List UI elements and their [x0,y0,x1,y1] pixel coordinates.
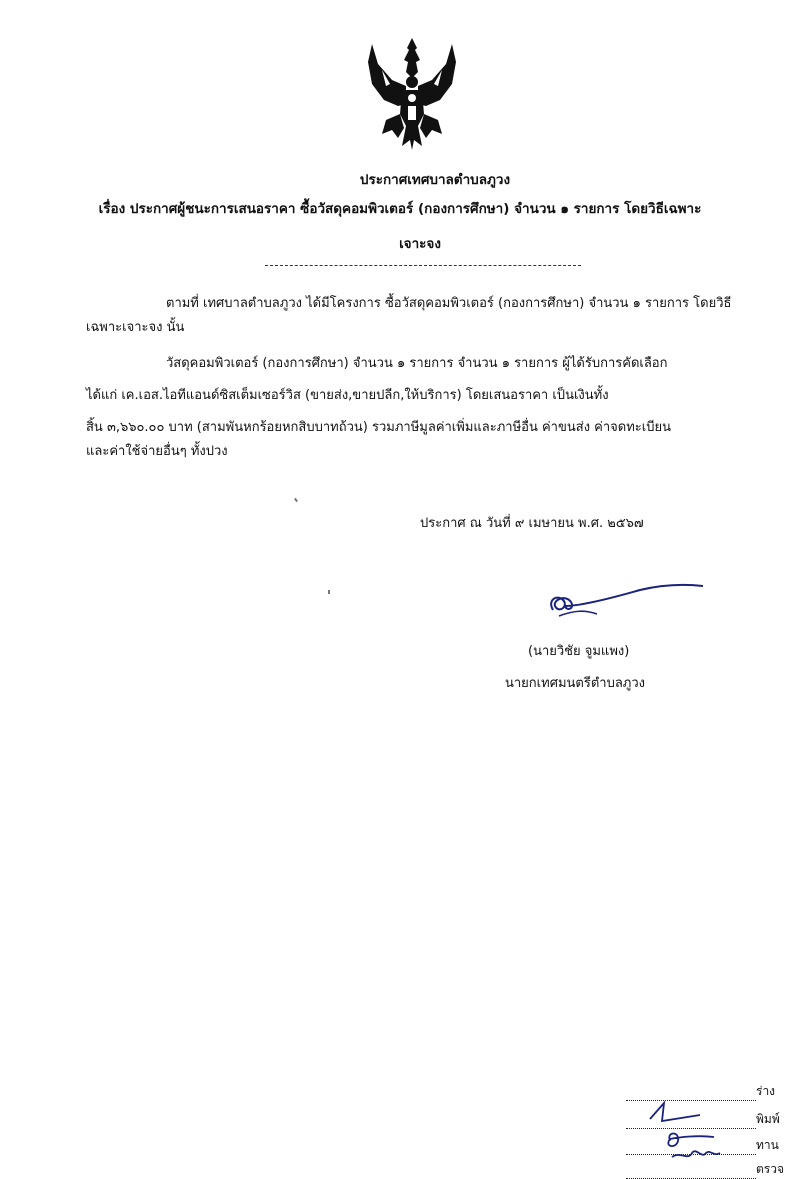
body-line: ได้แก่ เค.เอส.ไอทีแอนด์ซิสเต็มเซอร์วิส (ขายส่ง,ขายปลีก,ให้บริการ) โดยเสนอราคา เป็นเงินทั้ง [86,388,609,403]
signer-name: (นายวิชัย จูมแพง) [528,644,630,659]
approval-print: พิมพ์ [626,1110,780,1129]
announcement-subject: เรื่อง ประกาศผู้ชนะการเสนอราคา ซื้อวัสดุคอมพิวเตอร์ (กองการศึกษา) จำนวน ๑ รายการ โดยวิธีเฉพาะ [98,201,702,217]
body-line: เฉพาะเจาะจง นั้น [86,320,185,335]
signer-position: นายกเทศมนตรีตำบลภูวง [505,676,645,691]
announcement-title: ประกาศเทศบาลตำบลภูวง [359,172,511,188]
body-line: ตามที่ เทศบาลตำบลภูวง ได้มีโครงการ ซื้อวัสดุคอมพิวเตอร์ (กองการศึกษา) จำนวน ๑ รายการ โดยวิธี [166,296,732,311]
garuda-emblem-icon [362,34,462,152]
scan-speck [328,590,330,594]
announcement-subject-continued: เจาะจง [399,236,441,252]
approval-draft: ร่าง [626,1082,775,1101]
body-line: สิ้น ๓,๖๖๐.๐๐ บาท (สามพันหกร้อยหกสิบบาทถ้วน) รวมภาษีมูลค่าเพิ่มและภาษีอื่น ค่าขนส่ง ค่าจดทะเบียน [86,420,671,435]
approval-review: ทาน [626,1136,779,1155]
title-divider [265,265,581,266]
announcement-date: ประกาศ ณ วันที่ ๙ เมษายน พ.ศ. ๒๕๖๗ [420,516,644,531]
scan-speck [294,498,298,502]
body-line: วัสดุคอมพิวเตอร์ (กองการศึกษา) จำนวน ๑ รายการ จำนวน ๑ รายการ ผู้ได้รับการคัดเลือก [166,356,668,371]
body-line: และค่าใช้จ่ายอื่นๆ ทั้งปวง [86,444,228,459]
signature-icon [545,580,705,620]
initials-signature-icon [640,1095,750,1175]
approval-check: ตรวจ [626,1160,784,1179]
